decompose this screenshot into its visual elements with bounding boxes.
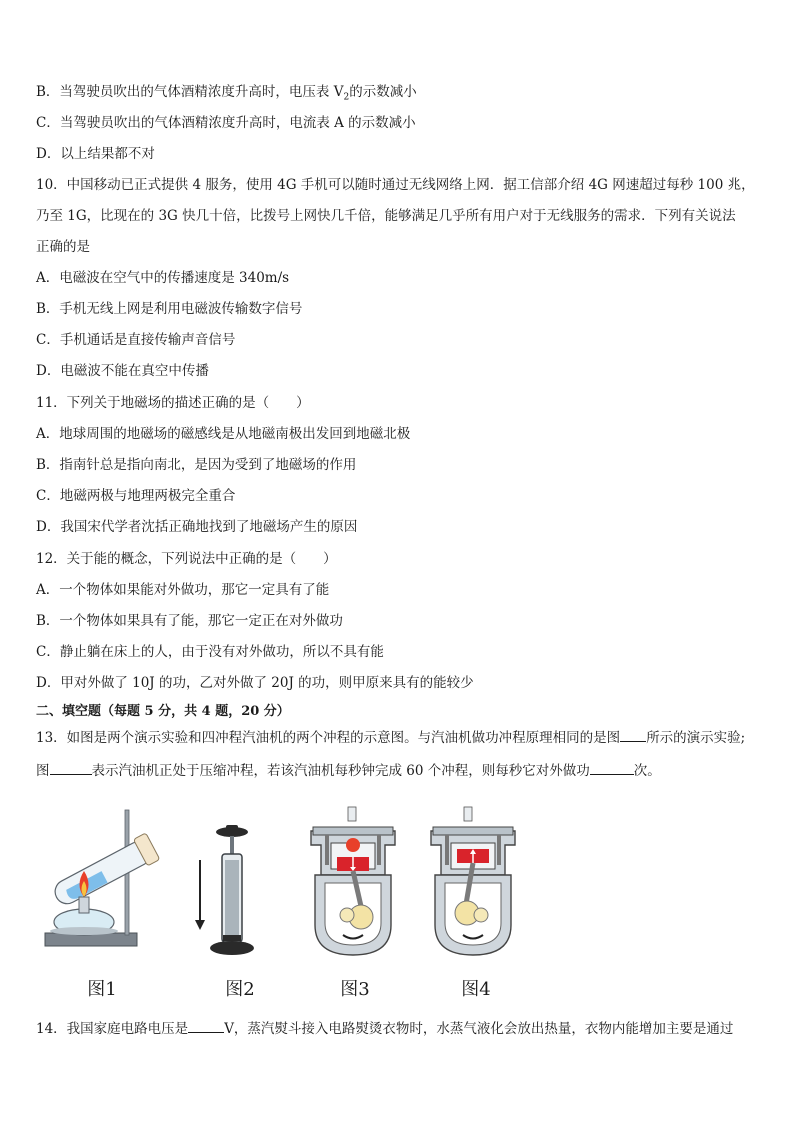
option-9b: B．当驾驶员吹出的气体酒精浓度升高时，电压表 $V_2$的示数减小	[36, 84, 417, 103]
option-9d: D．以上结果都不对	[36, 146, 155, 162]
question-10-line1: 10．中国移动已正式提供 4 服务，使用 4G 手机可以随时通过无线网络上网．据工信部介绍 4G 网速超过每秒 100 兆，	[36, 177, 755, 193]
option-10b: B．手机无线上网是利用电磁波传输数字信号	[36, 301, 303, 317]
option-10a: A．电磁波在空气中的传播速度是 340m/s	[36, 270, 290, 286]
answer-blank[interactable]	[590, 760, 634, 775]
figure-3-label: 图3	[340, 979, 370, 1000]
option-11a: A．地球周围的地磁场的磁感线是从地磁南极出发回到地磁北极	[36, 426, 411, 442]
option-10d: D．电磁波不能在真空中传播	[36, 363, 209, 379]
option-12b: B．一个物体如果具有了能，那它一定正在对外做功	[36, 613, 343, 629]
question-11: 11．下列关于地磁场的描述正确的是（ ）	[36, 395, 310, 411]
option-10c: C．手机通话是直接传输声音信号	[36, 332, 236, 348]
option-9c: C．当驾驶员吹出的气体酒精浓度升高时，电流表 A 的示数减小	[36, 115, 416, 131]
answer-blank[interactable]	[188, 1018, 224, 1033]
figure-2-air-pump	[190, 820, 270, 960]
question-10-line2: 乃至 1G，比现在的 3G 快几十倍，比拨号上网快几千倍，能够满足几乎所有用户对于无线服务的需求．下列有关说法	[36, 208, 736, 224]
question-14-line1: 14．我国家庭电路电压是 V，蒸汽熨斗接入电路熨烫衣物时，水蒸气液化会放出热量，衣物内能增加主要是通过	[36, 1018, 733, 1039]
figure-4-engine-compression-stroke	[423, 805, 523, 960]
answer-blank[interactable]	[620, 727, 646, 742]
option-11b: B．指南针总是指向南北，是因为受到了地磁场的作用	[36, 457, 357, 473]
option-11d: D．我国宋代学者沈括正确地找到了地磁场产生的原因	[36, 519, 358, 535]
option-11c: C．地磁两极与地理两极完全重合	[36, 488, 236, 504]
question-13-line1: 13．如图是两个演示实验和四冲程汽油机的两个冲程的示意图。与汽油机做功冲程原理相同的是图 所示的演示实验;	[36, 727, 745, 748]
answer-blank[interactable]	[50, 760, 92, 775]
option-12c: C．静止躺在床上的人，由于没有对外做功，所以不具有能	[36, 644, 384, 660]
question-13-line2: 图 表示汽油机正处于压缩冲程，若该汽油机每秒钟完成 60 个冲程，则每秒它对外做功 次。	[36, 760, 661, 781]
figure-1-label: 图1	[87, 979, 117, 1000]
option-12a: A．一个物体如果能对外做功，那它一定具有了能	[36, 582, 330, 598]
figure-1-test-tube-heating	[40, 805, 170, 960]
section-heading-fill-in: 二、填空题（每题 5 分，共 4 题，20 分）	[36, 704, 290, 719]
option-12d: D．甲对外做了 10J 的功，乙对外做了 20J 的功，则甲原来具有的能较少	[36, 675, 474, 691]
question-10-line3: 正确的是	[36, 239, 90, 255]
figure-3-engine-power-stroke	[303, 805, 403, 960]
figure-4-label: 图4	[461, 979, 491, 1000]
figure-2-label: 图2	[225, 979, 255, 1000]
question-12: 12．关于能的概念，下列说法中正确的是（ ）	[36, 551, 337, 567]
